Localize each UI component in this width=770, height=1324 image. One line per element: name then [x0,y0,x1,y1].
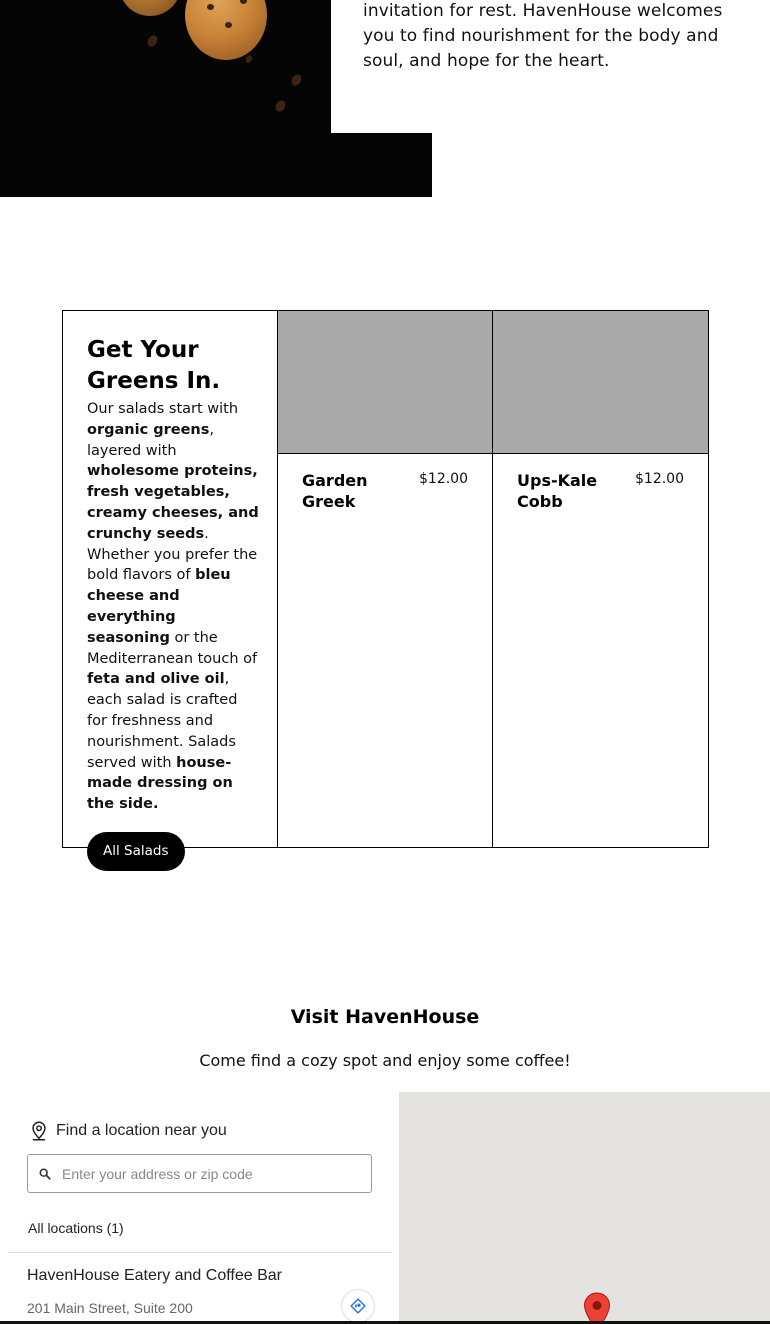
location-pin-icon [28,1120,50,1142]
salads-intro [63,311,278,860]
search-icon [38,1168,52,1180]
visit-title: Visit HavenHouse [290,1006,480,1028]
description-emphasis: house-made dressing on the side. [87,754,233,813]
salads-section [62,310,709,860]
description-emphasis: feta and olive oil [87,671,225,688]
map[interactable] [399,1092,770,1324]
cookie-image [185,0,267,60]
salad-card[interactable] [493,311,708,847]
find-location-header [28,1120,227,1142]
visit-subtitle: Come find a cozy spot and enjoy some coffee! [199,1051,571,1070]
cookie-image [120,0,180,16]
description-text: , each salad is crafted for freshness and nourishment. Salads served with [87,671,238,771]
description-text: , layered with [87,421,214,459]
hero-card [331,0,770,133]
salad-price: $12.00 [419,471,468,487]
divider [8,1252,392,1253]
location-search-box[interactable] [27,1154,372,1193]
location-name[interactable]: HavenHouse Eatery and Coffee Bar [27,1267,282,1284]
store-locator [0,1092,399,1324]
description-emphasis: bleu cheese and everything seasoning [87,567,231,646]
salad-image-placeholder [493,311,708,454]
hero-text: invitation for rest. HavenHouse welcomes you to find nourishment for the body and soul, and hope for the heart. [363,1,723,71]
salad-image-placeholder [278,311,492,454]
description-text: or the Mediterranean touch of [87,629,258,667]
location-address: 201 Main Street, Suite 200 [27,1300,193,1316]
all-salads-button[interactable]: All Salads [87,832,185,871]
map-marker-icon[interactable] [583,1292,611,1324]
salads-description [87,399,261,815]
salad-name: Ups-Kale Cobb [517,471,598,511]
description-emphasis: wholesome proteins, fresh vegetables, creamy cheeses, and crunchy seeds [87,463,259,542]
salads-title: Get Your Greens In. [87,337,221,394]
find-location-label: Find a location near you [56,1122,227,1139]
description-text: . Whether you prefer the bold flavors of [87,525,258,584]
all-locations-count[interactable]: All locations (1) [28,1220,124,1236]
salad-price: $12.00 [635,471,684,487]
location-search-input[interactable] [62,1166,352,1182]
salad-card[interactable] [278,311,493,847]
directions-icon [349,1297,367,1315]
description-emphasis: organic greens [87,421,210,438]
salad-name: Garden Greek [302,471,368,511]
directions-button[interactable] [341,1289,375,1323]
description-text: Our salads start with [87,401,239,417]
